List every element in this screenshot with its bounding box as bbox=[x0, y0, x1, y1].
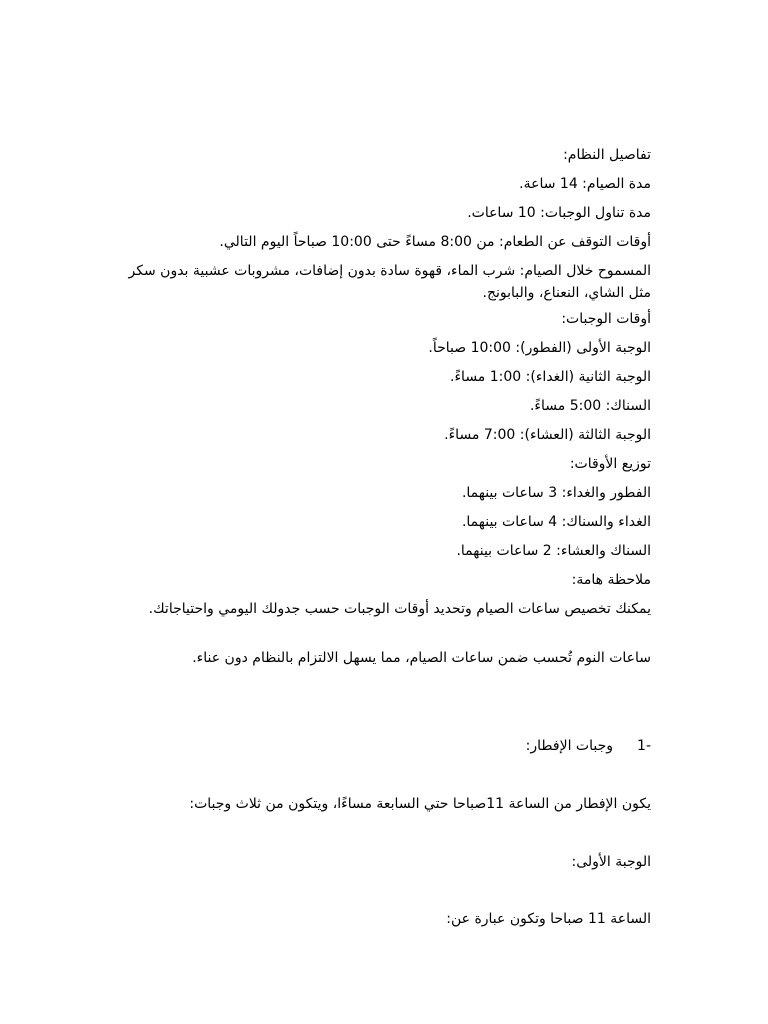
eating-duration: مدة تناول الوجبات: 10 ساعات. bbox=[467, 205, 651, 221]
first-meal-heading: الوجبة الأولى: bbox=[571, 854, 651, 870]
snack-dinner-gap: السناك والعشاء: 2 ساعات بينهما. bbox=[456, 543, 651, 559]
snack-time: السناك: 5:00 مساءً. bbox=[529, 398, 651, 414]
lunch-snack-gap: الغداء والسناك: 4 ساعات بينهما. bbox=[461, 514, 651, 530]
second-meal-lunch: الوجبة الثانية (الغداء): 1:00 مساءً. bbox=[450, 369, 651, 385]
stop-eating-times: أوقات التوقف عن الطعام: من 8:00 مساءً حتى 10:00 صباحاً اليوم التالي. bbox=[219, 234, 651, 250]
allowed-during-fasting: المسموح خلال الصيام: شرب الماء، قهوة سادة بدون إضافات، مشروبات عشبية بدون سكر مثل الشاي، النعناع، والبابونج. bbox=[128, 263, 651, 301]
fasting-duration: مدة الصيام: 14 ساعة. bbox=[519, 176, 651, 192]
first-meal-time: الساعة 11 صباحا وتكون عبارة عن: bbox=[446, 911, 651, 927]
time-distribution-heading: توزيع الأوقات: bbox=[569, 456, 651, 472]
customize-note: يمكنك تخصيص ساعات الصيام وتحديد أوقات الوجبات حسب جدولك اليومي واحتياجاتك. bbox=[148, 601, 651, 617]
iftar-paragraph: يكون الإفطار من الساعة 11صباحا حتي السابعة مساءًا، ويتكون من ثلاث وجبات: bbox=[189, 796, 651, 812]
first-meal-breakfast: الوجبة الأولى (الفطور): 10:00 صباحاً. bbox=[428, 340, 651, 356]
third-meal-dinner: الوجبة الثالثة (العشاء): 7:00 مساءً. bbox=[444, 427, 651, 443]
section-title: وجبات الإفطار: bbox=[525, 738, 614, 754]
sleep-note: ساعات النوم تُحسب ضمن ساعات الصيام، مما يسهل الالتزام بالنظام دون عناء. bbox=[192, 650, 651, 666]
section-number: -1 bbox=[637, 738, 651, 754]
section-heading-iftar bbox=[111, 735, 651, 757]
important-note-heading: ملاحظة هامة: bbox=[571, 572, 651, 588]
breakfast-lunch-gap: الفطور والغداء: 3 ساعات بينهما. bbox=[461, 485, 651, 501]
meal-times-heading: أوقات الوجبات: bbox=[561, 311, 651, 327]
system-details-heading: تفاصيل النظام: bbox=[563, 147, 651, 163]
